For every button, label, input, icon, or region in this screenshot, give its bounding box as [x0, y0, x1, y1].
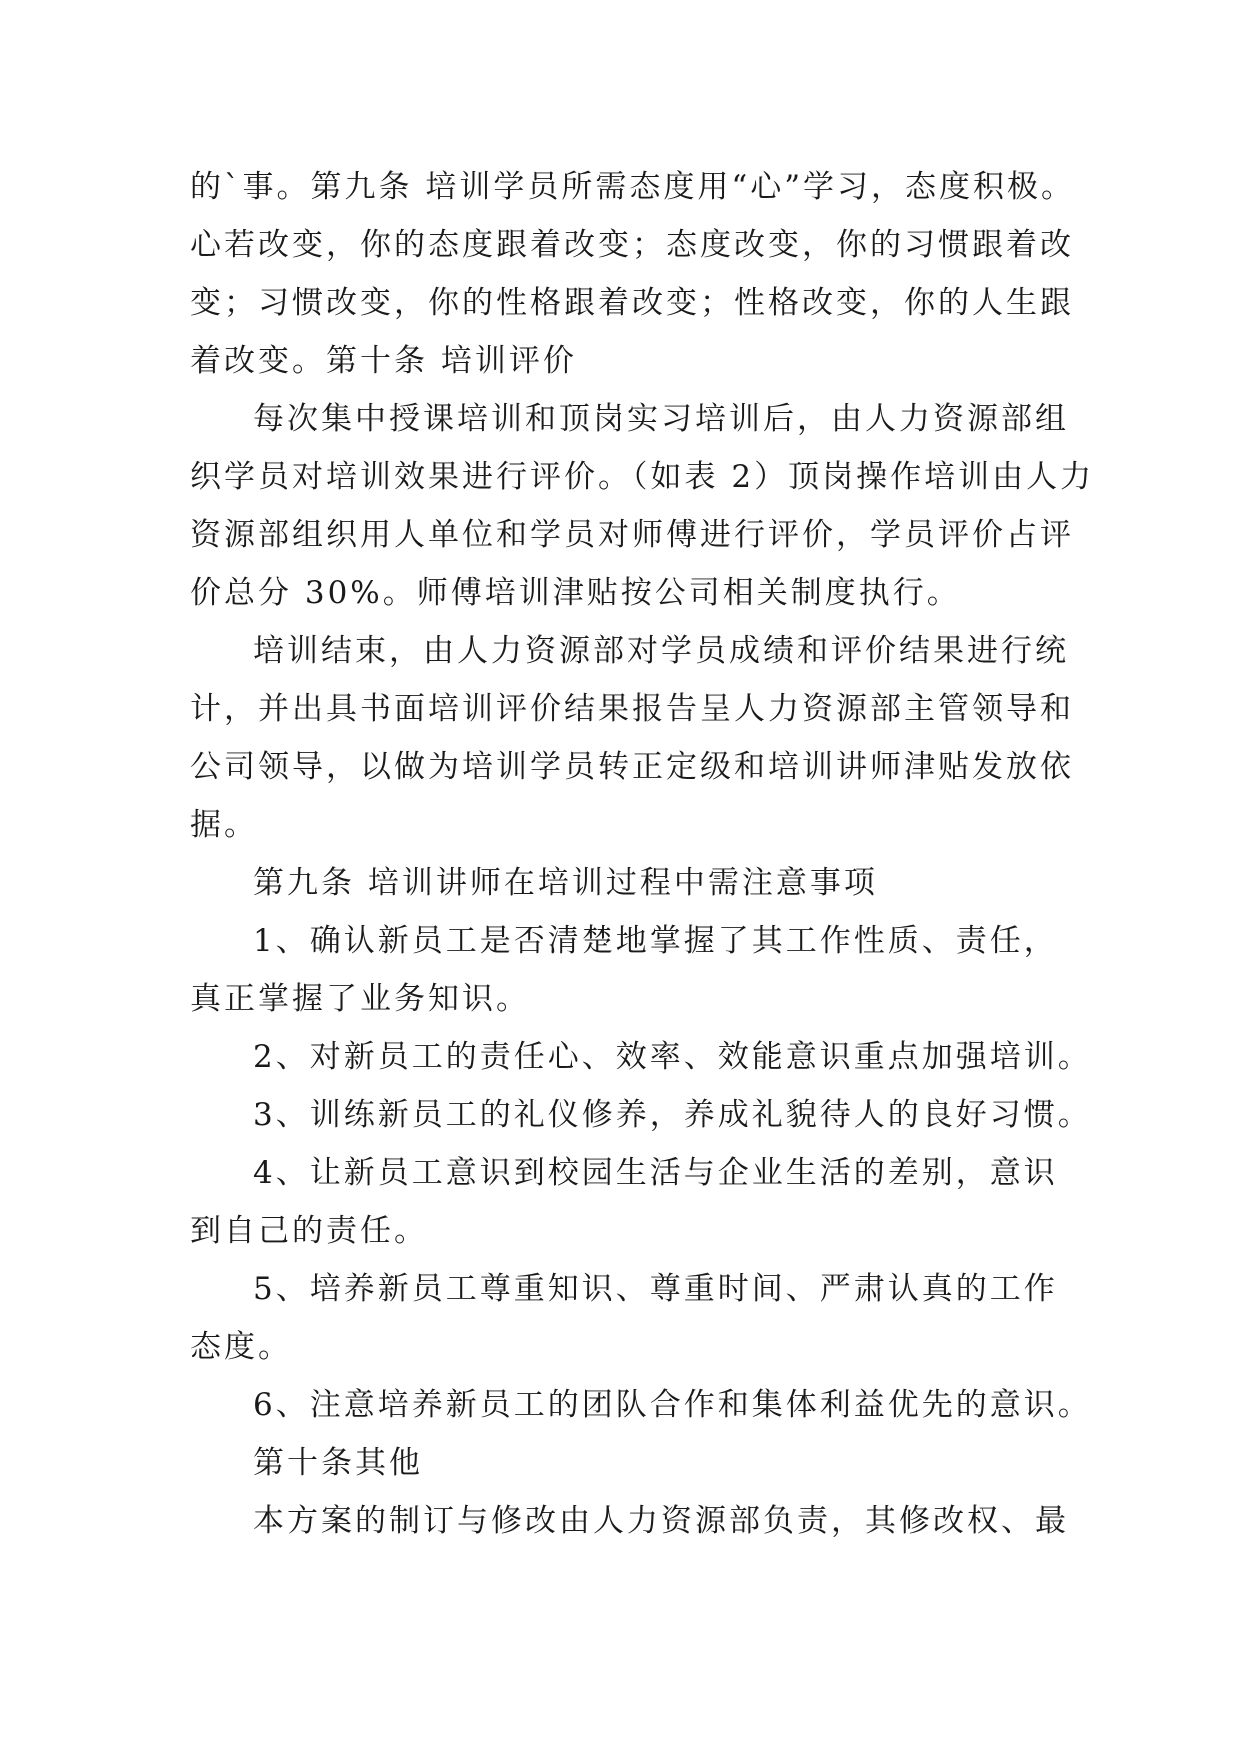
- text-line: 到自己的责任。: [190, 1213, 428, 1249]
- text-line: 态度。: [190, 1329, 292, 1365]
- text-line: 公司领导，以做为培训学员转正定级和培训讲师津贴发放依: [190, 749, 1074, 785]
- paragraph-first-line: 培训结束，由人力资源部对学员成绩和评价结果进行统: [253, 633, 1069, 669]
- text-line: 变；习惯改变，你的性格跟着改变；性格改变，你的人生跟: [190, 285, 1074, 321]
- text-line: 价总分 30%。师傅培训津贴按公司相关制度执行。: [190, 575, 961, 611]
- list-item-first-line: 1、确认新员工是否清楚地掌握了其工作性质、责任，: [253, 923, 1058, 959]
- section-heading: 第十条其他: [253, 1445, 423, 1481]
- text-line: 的`事。第九条 培训学员所需态度用“心”学习，态度积极。: [190, 169, 1076, 205]
- text-line: 真正掌握了业务知识。: [190, 981, 530, 1017]
- document-body: [190, 158, 1095, 1550]
- text-line: 着改变。第十条 培训评价: [190, 343, 577, 379]
- list-item-first-line: 5、培养新员工尊重知识、尊重时间、严肃认真的工作: [253, 1271, 1058, 1307]
- paragraph-first-line: 每次集中授课培训和顶岗实习培训后，由人力资源部组: [253, 401, 1069, 437]
- text-line: 据。: [190, 807, 258, 843]
- text-line: 心若改变，你的态度跟着改变；态度改变，你的习惯跟着改: [190, 227, 1074, 263]
- list-item-first-line: 3、训练新员工的礼仪修养，养成礼貌待人的良好习惯。: [253, 1097, 1092, 1133]
- paragraph-first-line: 本方案的制订与修改由人力资源部负责，其修改权、最: [253, 1503, 1069, 1539]
- text-line: 织学员对培训效果进行评价。（如表 2）顶岗操作培训由人力: [190, 459, 1095, 495]
- list-item-first-line: 4、让新员工意识到校园生活与企业生活的差别，意识: [253, 1155, 1058, 1191]
- list-item-first-line: 2、对新员工的责任心、效率、效能意识重点加强培训。: [253, 1039, 1092, 1075]
- section-heading: 第九条 培训讲师在培训过程中需注意事项: [253, 865, 878, 901]
- text-line: 计，并出具书面培训评价结果报告呈人力资源部主管领导和: [190, 691, 1074, 727]
- list-item-first-line: 6、注意培养新员工的团队合作和集体利益优先的意识。: [253, 1387, 1092, 1423]
- text-line: 资源部组织用人单位和学员对师傅进行评价，学员评价占评: [190, 517, 1074, 553]
